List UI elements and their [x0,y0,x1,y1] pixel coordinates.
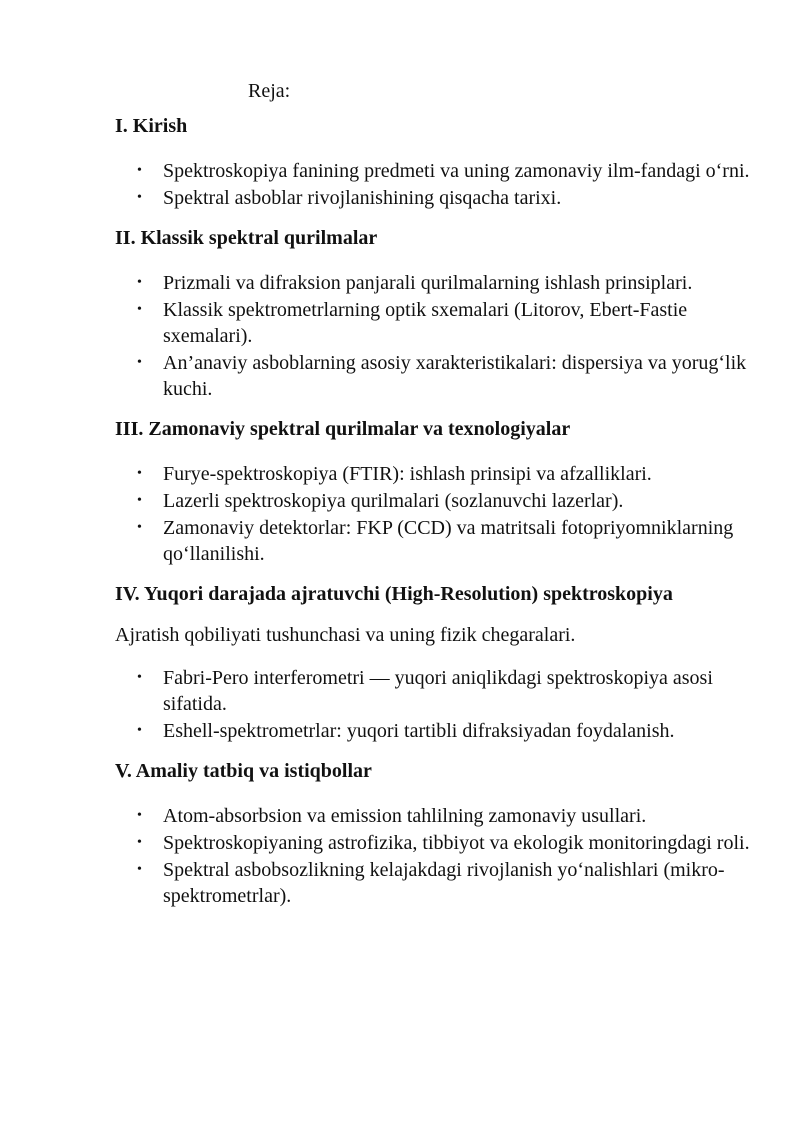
bullet-list [115,461,755,567]
section-2 [115,225,755,402]
section-5 [115,758,755,909]
list-item [115,665,755,717]
list-item [115,158,755,184]
section-1 [115,113,755,211]
list-item-text: An’anaviy asboblarning asosiy xarakteristikalari: dispersiya va yorug‘lik kuchi. [163,352,747,400]
list-item-text: Klassik spektrometrlarning optik sxemalari (Litorov, Ebert-Fastie sxemalari). [163,299,688,347]
bullet-icon: • [137,808,142,823]
bullet-icon: • [137,302,142,317]
list-item-text: Zamonaviy detektorlar: FKP (CCD) va matritsali fotopriyomniklarning qo‘llanilishi. [163,517,734,565]
list-item [115,718,755,744]
bullet-icon: • [137,190,142,205]
bullet-icon: • [137,493,142,508]
list-item [115,461,755,487]
bullet-icon: • [137,275,142,290]
bullet-icon: • [137,163,142,178]
list-item [115,297,755,349]
section-heading: V. Amaliy tatbiq va istiqbollar [115,760,372,782]
bullet-list [115,270,755,402]
list-item-text: Spektroskopiyaning astrofizika, tibbiyot va ekologik monitoringdagi roli. [163,832,750,854]
list-item [115,488,755,514]
list-item-text: Prizmali va difraksion panjarali qurilmalarning ishlash prinsiplari. [163,272,693,294]
plan-content [115,113,755,923]
bullet-list [115,158,755,211]
section-4 [115,581,755,744]
section-heading: III. Zamonaviy spektral qurilmalar va texnologiyalar [115,418,571,440]
list-item [115,803,755,829]
bullet-icon: • [137,835,142,850]
list-item-text: Furye-spektroskopiya (FTIR): ishlash prinsipi va afzalliklari. [163,463,652,485]
list-item-text: Fabri-Pero interferometri — yuqori aniqlikdagi spektroskopiya asosi sifatida. [163,667,713,715]
bullet-icon: • [137,862,142,877]
section-heading: I. Kirish [115,115,188,137]
list-item [115,185,755,211]
bullet-icon: • [137,670,142,685]
list-item-text: Spektroskopiya fanining predmeti va uning zamonaviy ilm-fandagi o‘rni. [163,160,750,182]
list-item-text: Spektral asbobsozlikning kelajakdagi rivojlanish yo‘nalishlari (mikro-spektrometrlar). [163,859,725,907]
list-item [115,857,755,909]
bullet-icon: • [137,520,142,535]
list-item-text: Lazerli spektroskopiya qurilmalari (sozlanuvchi lazerlar). [163,490,624,512]
list-item-text: Spektral asboblar rivojlanishining qisqacha tarixi. [163,187,562,209]
list-item [115,350,755,402]
bullet-icon: • [137,466,142,481]
list-item-text: Eshell-spektrometrlar: yuqori tartibli difraksiyadan foydalanish. [163,720,675,742]
list-item [115,270,755,296]
list-item [115,830,755,856]
list-item-text: Atom-absorbsion va emission tahlilning zamonaviy usullari. [163,805,647,827]
bullet-icon: • [137,723,142,738]
bullet-icon: • [137,355,142,370]
bullet-list [115,665,755,744]
bullet-list [115,803,755,909]
section-intro: Ajratish qobiliyati tushunchasi va uning fizik chegaralari. [115,624,576,646]
section-heading: IV. Yuqori darajada ajratuvchi (High-Resolution) spektroskopiya [115,583,673,605]
section-heading: II. Klassik spektral qurilmalar [115,227,378,249]
section-3 [115,416,755,567]
plan-title: Reja: [248,80,291,102]
list-item [115,515,755,567]
